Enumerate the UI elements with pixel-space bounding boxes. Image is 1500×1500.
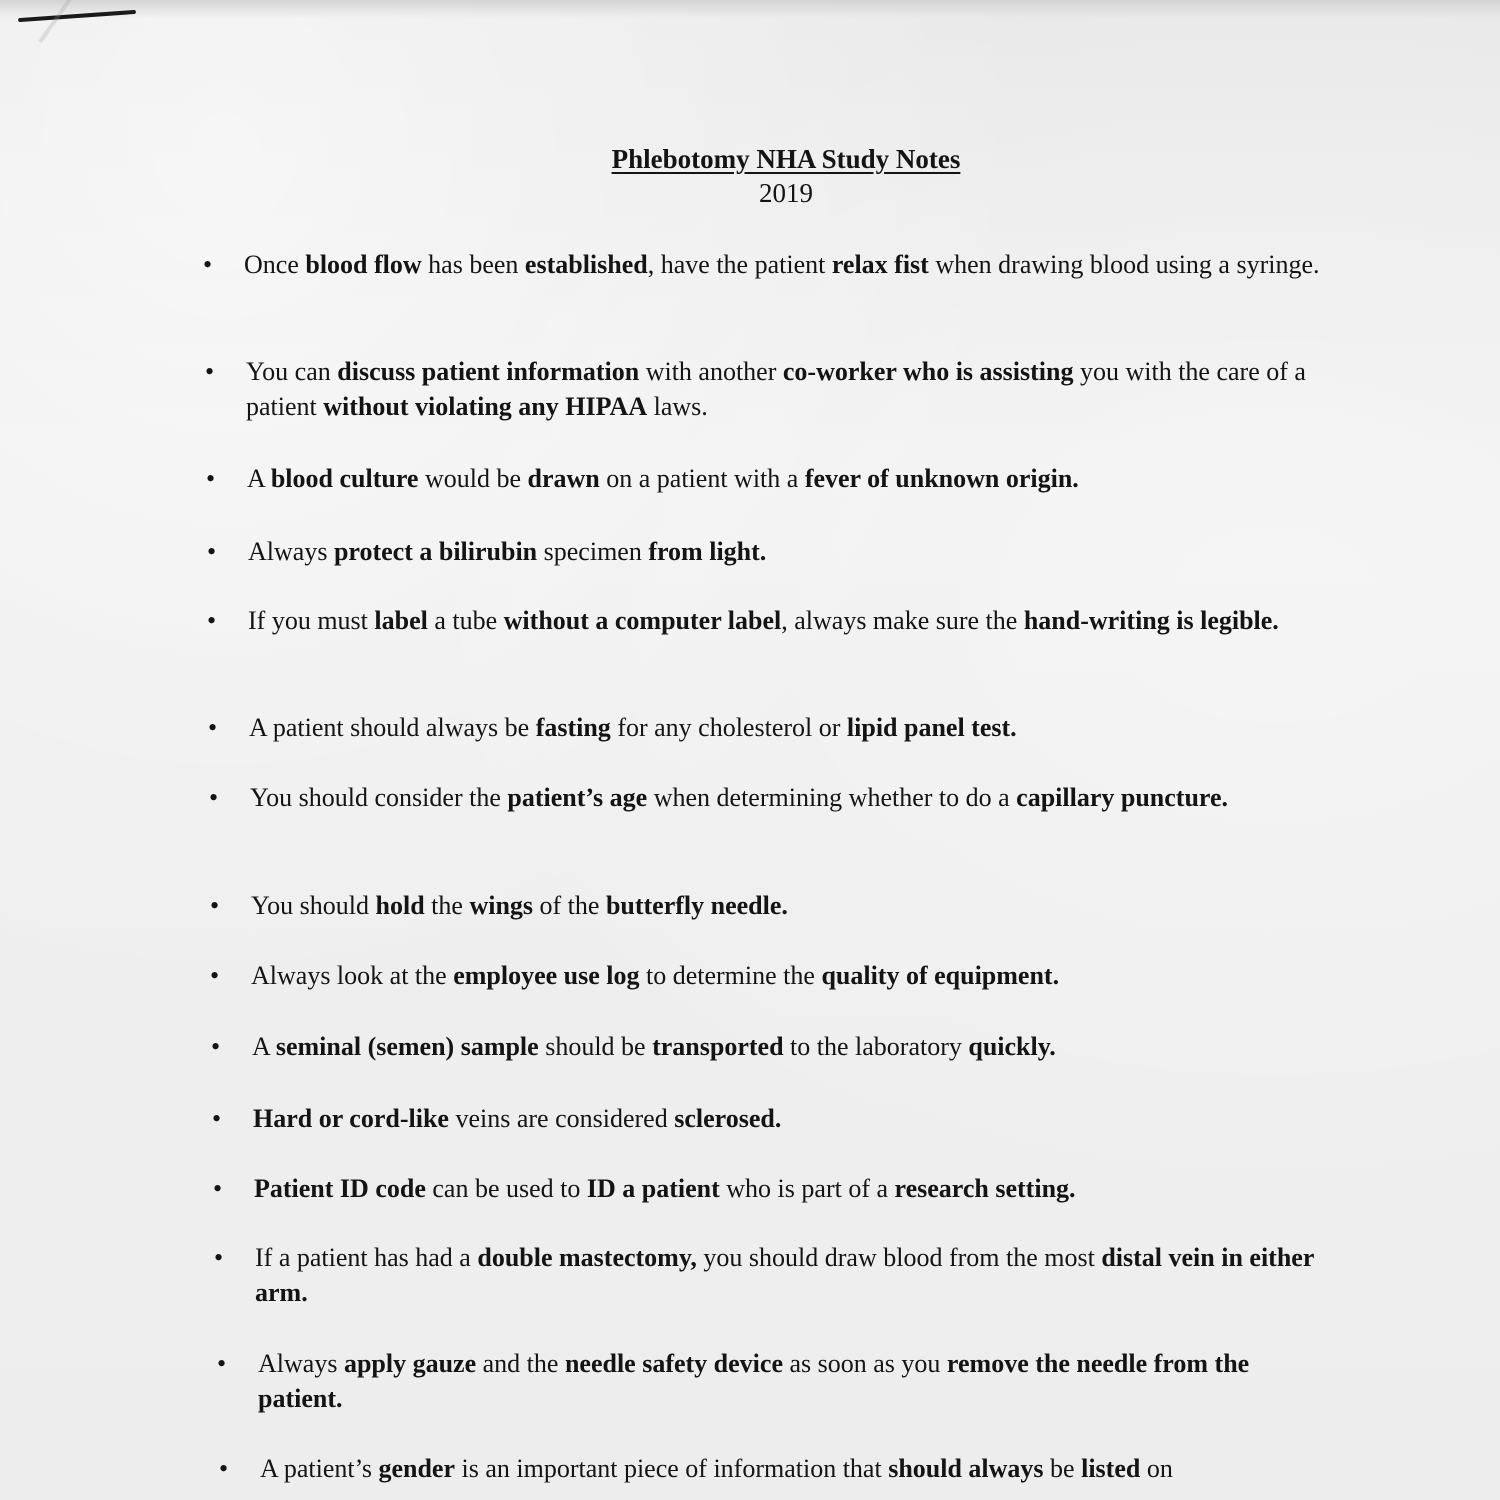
- note-segment: to determine the: [639, 961, 822, 990]
- note-segment: Always: [258, 1349, 344, 1378]
- bullet-icon: •: [206, 464, 216, 493]
- note-segment: as soon as you: [782, 1349, 947, 1378]
- bullet-icon: •: [208, 713, 218, 742]
- note-bold-segment: remove the needle from the patient.: [258, 1349, 1250, 1413]
- note-bold-segment: protect a bilirubin: [333, 537, 538, 566]
- note-text: [251, 891, 788, 920]
- note-segment: , have the patient: [647, 250, 832, 279]
- note-bold-segment: employee use log: [453, 961, 640, 990]
- note-bold-segment: wings: [469, 891, 534, 920]
- note-segment: who is part of a: [719, 1174, 895, 1203]
- note-text: [249, 713, 1017, 742]
- note-segment: for any cholesterol or: [610, 713, 847, 742]
- note-segment: , always make sure the: [781, 606, 1024, 635]
- note-segment: would be: [418, 464, 528, 493]
- note-segment: be: [1043, 1454, 1082, 1483]
- note-segment: on a patient with a: [599, 464, 805, 493]
- bullet-icon: •: [205, 357, 215, 386]
- note-bold-segment: apply gauze: [343, 1349, 477, 1378]
- note-bold-segment: blood flow: [305, 250, 422, 279]
- bullet-icon: •: [214, 1243, 224, 1272]
- note-text: [247, 464, 1079, 493]
- note-item: [214, 1240, 1335, 1310]
- note-item: [213, 1171, 1334, 1206]
- note-item: [211, 1029, 1332, 1064]
- note-bold-segment: patient’s age: [507, 783, 648, 812]
- note-text: [246, 357, 1306, 421]
- note-segment: Always look at the: [251, 961, 454, 990]
- document-year: 2019: [759, 178, 813, 208]
- note-text: [250, 783, 1228, 812]
- note-segment: Once: [244, 250, 306, 279]
- note-bold-segment: research setting.: [894, 1174, 1076, 1203]
- note-bold-segment: seminal (semen) sample: [275, 1032, 539, 1061]
- note-segment: of the: [533, 891, 606, 920]
- bullet-icon: •: [210, 891, 220, 920]
- document-title: Phlebotomy NHA Study Notes: [611, 144, 961, 174]
- note-segment: on: [1140, 1454, 1173, 1483]
- note-bold-segment: Hard or cord-like: [253, 1104, 449, 1133]
- bullet-icon: •: [211, 1032, 221, 1061]
- note-segment: can be used to: [425, 1174, 587, 1203]
- note-text: [260, 1454, 1173, 1483]
- bullet-icon: •: [213, 1174, 223, 1203]
- note-segment: veins are considered: [448, 1104, 675, 1133]
- note-segment: A patient should always be: [249, 713, 536, 742]
- note-segment: A patient’s: [260, 1454, 379, 1483]
- note-bold-segment: capillary puncture.: [1016, 783, 1229, 812]
- note-text: [252, 1032, 1056, 1061]
- document-header: [0, 142, 1500, 210]
- note-text: [253, 1104, 781, 1133]
- note-text: [244, 250, 1320, 279]
- note-segment: A: [247, 464, 271, 493]
- bullet-icon: •: [217, 1349, 227, 1378]
- note-segment: with another: [639, 357, 783, 386]
- note-bold-segment: butterfly needle.: [605, 891, 788, 920]
- bullet-icon: •: [203, 250, 213, 279]
- note-segment: You should: [251, 891, 376, 920]
- bullet-icon: •: [219, 1454, 229, 1483]
- note-segment: You should consider the: [250, 783, 508, 812]
- note-segment: If a patient has had a: [255, 1243, 478, 1272]
- note-bold-segment: distal vein in either arm.: [255, 1243, 1314, 1307]
- note-text: [255, 1243, 1314, 1307]
- note-bold-segment: established: [524, 250, 648, 279]
- note-segment: has been: [421, 250, 525, 279]
- note-item: [217, 1346, 1338, 1416]
- note-bold-segment: from light.: [648, 537, 767, 566]
- note-bold-segment: drawn: [527, 464, 600, 493]
- note-segment: laws.: [647, 392, 708, 421]
- note-text: [254, 1174, 1076, 1203]
- note-item: [208, 710, 1329, 745]
- note-item: [210, 958, 1331, 993]
- note-bold-segment: relax fist: [831, 250, 929, 279]
- note-bold-segment: blood culture: [270, 464, 419, 493]
- note-segment: when drawing blood using a syringe.: [928, 250, 1320, 279]
- note-text: [251, 961, 1059, 990]
- note-segment: to the laboratory: [783, 1032, 969, 1061]
- note-bold-segment: double mastectomy,: [477, 1243, 697, 1272]
- note-text: [248, 606, 1279, 635]
- note-text: [248, 537, 766, 566]
- note-segment: you should draw blood from the most: [696, 1243, 1102, 1272]
- bullet-icon: •: [207, 537, 217, 566]
- note-segment: If you must: [248, 606, 375, 635]
- note-bold-segment: transported: [652, 1032, 784, 1061]
- note-bold-segment: co-worker who is assisting: [782, 357, 1074, 386]
- note-bold-segment: fever of unknown origin.: [804, 464, 1079, 493]
- note-bold-segment: gender: [378, 1454, 455, 1483]
- note-segment: You can: [246, 357, 338, 386]
- note-item: [212, 1101, 1333, 1136]
- bullet-icon: •: [209, 783, 219, 812]
- note-bold-segment: discuss patient information: [337, 357, 640, 386]
- note-bold-segment: without violating any HIPAA: [323, 392, 648, 421]
- note-segment: a tube: [427, 606, 504, 635]
- note-bold-segment: Patient ID code: [254, 1174, 426, 1203]
- note-item: [210, 888, 1331, 923]
- note-segment: the: [424, 891, 470, 920]
- note-bold-segment: hand-writing is legible.: [1023, 606, 1279, 635]
- bullet-icon: •: [212, 1104, 222, 1133]
- note-bold-segment: quickly.: [968, 1032, 1056, 1061]
- note-item: [207, 603, 1328, 638]
- note-item: [209, 780, 1330, 815]
- note-bold-segment: lipid panel test.: [846, 713, 1017, 742]
- note-bold-segment: fasting: [535, 713, 611, 742]
- note-bold-segment: label: [374, 606, 428, 635]
- note-bold-segment: needle safety device: [564, 1349, 783, 1378]
- note-bold-segment: ID a patient: [586, 1174, 720, 1203]
- note-segment: and the: [476, 1349, 565, 1378]
- note-bold-segment: sclerosed.: [674, 1104, 782, 1133]
- note-bold-segment: should always: [888, 1454, 1044, 1483]
- note-text: [258, 1349, 1249, 1413]
- note-bold-segment: without a computer label: [503, 606, 782, 635]
- note-item: [219, 1451, 1340, 1486]
- note-segment: Always: [248, 537, 334, 566]
- note-segment: when determining whether to do a: [647, 783, 1017, 812]
- note-item: [207, 534, 1328, 569]
- bullet-icon: •: [210, 961, 220, 990]
- note-segment: should be: [538, 1032, 653, 1061]
- note-segment: you with the care of a patient: [246, 357, 1306, 421]
- bullet-icon: •: [207, 606, 217, 635]
- note-bold-segment: listed: [1081, 1454, 1141, 1483]
- note-segment: A: [252, 1032, 276, 1061]
- note-bold-segment: hold: [375, 891, 425, 920]
- page-top-edge: [0, 0, 1500, 18]
- note-segment: specimen: [537, 537, 649, 566]
- note-segment: is an important piece of information that: [454, 1454, 889, 1483]
- note-bold-segment: quality of equipment.: [821, 961, 1060, 990]
- note-item: [206, 461, 1327, 496]
- note-item: [203, 247, 1324, 282]
- note-item: [205, 354, 1326, 424]
